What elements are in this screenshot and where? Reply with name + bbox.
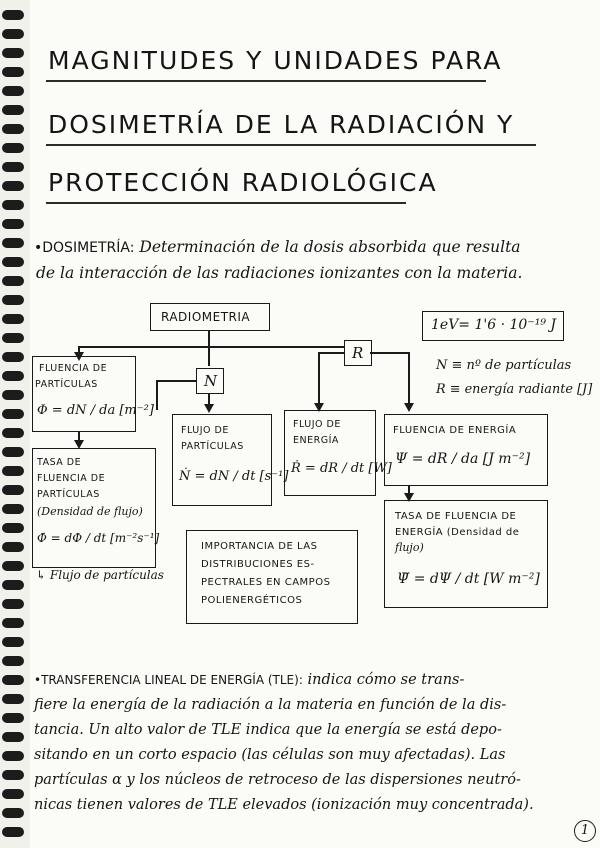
- dosimetria-def-line-1: Determinación de la dosis absorbida que resulta: [139, 238, 521, 256]
- box-label: PECTRALES EN CAMPOS: [201, 577, 331, 588]
- box-label: POLIENERGÉTICOS: [201, 595, 303, 606]
- connector: [156, 380, 158, 410]
- r-node-label: R: [352, 344, 364, 362]
- r-node: [344, 340, 372, 366]
- title-underline-3: [46, 202, 406, 204]
- binding-ring: [2, 504, 24, 514]
- box-label: PARTÍCULAS: [37, 489, 100, 500]
- title-line-3: PROTECCIÓN RADIOLÓGICA: [48, 168, 438, 197]
- box-label: ENERGÍA (Densidad de: [395, 527, 520, 538]
- tle-line-1: [34, 672, 464, 688]
- binding-ring: [2, 656, 24, 666]
- box-label: ENERGÍA: [293, 435, 339, 446]
- tasa-fluencia-energia-box: [384, 500, 548, 608]
- binding-ring: [2, 238, 24, 248]
- binding-ring: [2, 200, 24, 210]
- binding-ring: [2, 257, 24, 267]
- box-label: DISTRIBUCIONES ES-: [201, 559, 315, 570]
- box-label: FLUENCIA DE: [37, 473, 106, 484]
- binding-ring: [2, 770, 24, 780]
- binding-ring: [2, 86, 24, 96]
- flujo-energia-box: [284, 410, 392, 496]
- binding-ring: [2, 352, 24, 362]
- box-label: FLUENCIA DE ENERGÍA: [393, 425, 517, 436]
- tle-line-2: fiere la energía de la radiación a la materia en función de la dis-: [34, 697, 507, 713]
- binding-ring: [2, 789, 24, 799]
- connector: [318, 352, 344, 354]
- formula: Φ̇ = dΦ / dt [m⁻²s⁻¹]: [37, 531, 160, 545]
- box-label: flujo): [395, 541, 424, 554]
- binding-ring: [2, 371, 24, 381]
- formula: Ψ̇ = dΨ / dt [W m⁻²]: [397, 571, 540, 587]
- fluencia-energia-box: [384, 414, 548, 486]
- dosimetria-term: •DOSIMETRÍA:: [34, 240, 135, 256]
- box-label: IMPORTANCIA DE LAS: [201, 541, 318, 552]
- binding-ring: [2, 599, 24, 609]
- arrow-head: [204, 404, 214, 413]
- binding-ring: [2, 219, 24, 229]
- box-label: FLUJO DE: [293, 419, 341, 430]
- tle-line-3: tancia. Un alto valor de TLE indica que la energía se está depo-: [34, 722, 502, 738]
- ev-conversion: 1eV= 1'6 · 10⁻¹⁹ J: [431, 317, 556, 333]
- binding-ring: [2, 561, 24, 571]
- tasa-fluencia-particulas-box: [32, 448, 160, 568]
- binding-ring: [2, 143, 24, 153]
- legend-r: R ≡ energía radiante [J]: [436, 382, 593, 397]
- page-number: 1: [574, 820, 596, 842]
- connector: [370, 352, 410, 354]
- binding-ring: [2, 808, 24, 818]
- box-label: FLUJO DE: [181, 425, 229, 436]
- ev-box: [422, 311, 564, 341]
- binding-ring: [2, 181, 24, 191]
- radiometria-box: [150, 303, 270, 331]
- title-line-2: DOSIMETRÍA DE LA RADIACIÓN Y: [48, 110, 515, 139]
- legend-n: N ≡ nº de partículas: [436, 358, 572, 373]
- binding-ring: [2, 694, 24, 704]
- binding-ring: [2, 751, 24, 761]
- binding-ring: [2, 162, 24, 172]
- formula: Φ = dN / da [m⁻²]: [37, 403, 154, 418]
- tle-line-4: sitando en un corto espacio (las células son muy afectadas). Las: [34, 747, 506, 763]
- formula: Ṅ = dN / dt [s⁻¹]: [179, 469, 289, 484]
- connector: [408, 352, 410, 406]
- connector: [208, 331, 210, 347]
- binding-ring: [2, 390, 24, 400]
- binding-ring: [2, 675, 24, 685]
- binding-ring: [2, 542, 24, 552]
- radiometria-label: RADIOMETRIA: [161, 310, 251, 324]
- flujo-particulas-box: [172, 414, 289, 506]
- binding-ring: [2, 732, 24, 742]
- binding-ring: [2, 485, 24, 495]
- connector: [156, 380, 196, 382]
- box-label: TASA DE: [37, 457, 82, 468]
- importancia-box: [186, 530, 358, 624]
- binding-ring: [2, 618, 24, 628]
- tle-line-6: nicas tienen valores de TLE elevados (ionización muy concentrada).: [34, 797, 534, 813]
- connector: [208, 346, 210, 366]
- flujo-particulas-note: ↳ Flujo de partículas: [36, 568, 164, 582]
- binding-ring: [2, 409, 24, 419]
- binding-ring: [2, 314, 24, 324]
- binding-ring: [2, 10, 24, 20]
- binding-ring: [2, 580, 24, 590]
- binding-ring: [2, 637, 24, 647]
- connector: [318, 352, 320, 406]
- spiral-binding: [0, 0, 30, 848]
- binding-ring: [2, 713, 24, 723]
- binding-ring: [2, 295, 24, 305]
- tle-line-5: partículas α y los núcleos de retroceso de las dispersiones neutró-: [34, 772, 521, 788]
- formula: Ψ = dR / da [J m⁻²]: [395, 451, 531, 467]
- formula: Ṙ = dR / dt [W]: [291, 461, 392, 476]
- box-label: PARTÍCULAS: [181, 441, 244, 452]
- binding-ring: [2, 124, 24, 134]
- box-label: PARTÍCULAS: [35, 379, 98, 390]
- binding-ring: [2, 276, 24, 286]
- box-note: (Densidad de flujo): [37, 505, 143, 518]
- binding-ring: [2, 105, 24, 115]
- binding-ring: [2, 523, 24, 533]
- binding-ring: [2, 428, 24, 438]
- tle-line-1-text: indica cómo se trans-: [307, 672, 465, 688]
- title-underline-2: [46, 144, 536, 146]
- dosimetria-paragraph: [34, 238, 521, 256]
- binding-ring: [2, 67, 24, 77]
- box-label: FLUENCIA DE: [39, 363, 108, 374]
- binding-ring: [2, 333, 24, 343]
- n-node-label: N: [204, 372, 218, 390]
- box-label: TASA DE FLUENCIA DE: [395, 511, 517, 522]
- binding-ring: [2, 827, 24, 837]
- arrow-head: [404, 403, 414, 412]
- binding-ring: [2, 447, 24, 457]
- dosimetria-def-line-2: de la interacción de las radiaciones ionizantes con la materia.: [36, 264, 523, 282]
- binding-ring: [2, 466, 24, 476]
- binding-ring: [2, 29, 24, 39]
- n-node: [196, 368, 224, 394]
- title-line-1: MAGNITUDES Y UNIDADES PARA: [48, 46, 503, 75]
- connector: [78, 346, 344, 348]
- tle-term: •TRANSFERENCIA LINEAL DE ENERGÍA (TLE):: [34, 673, 303, 687]
- fluencia-particulas-box: [32, 356, 154, 432]
- binding-ring: [2, 48, 24, 58]
- title-underline-1: [46, 80, 486, 82]
